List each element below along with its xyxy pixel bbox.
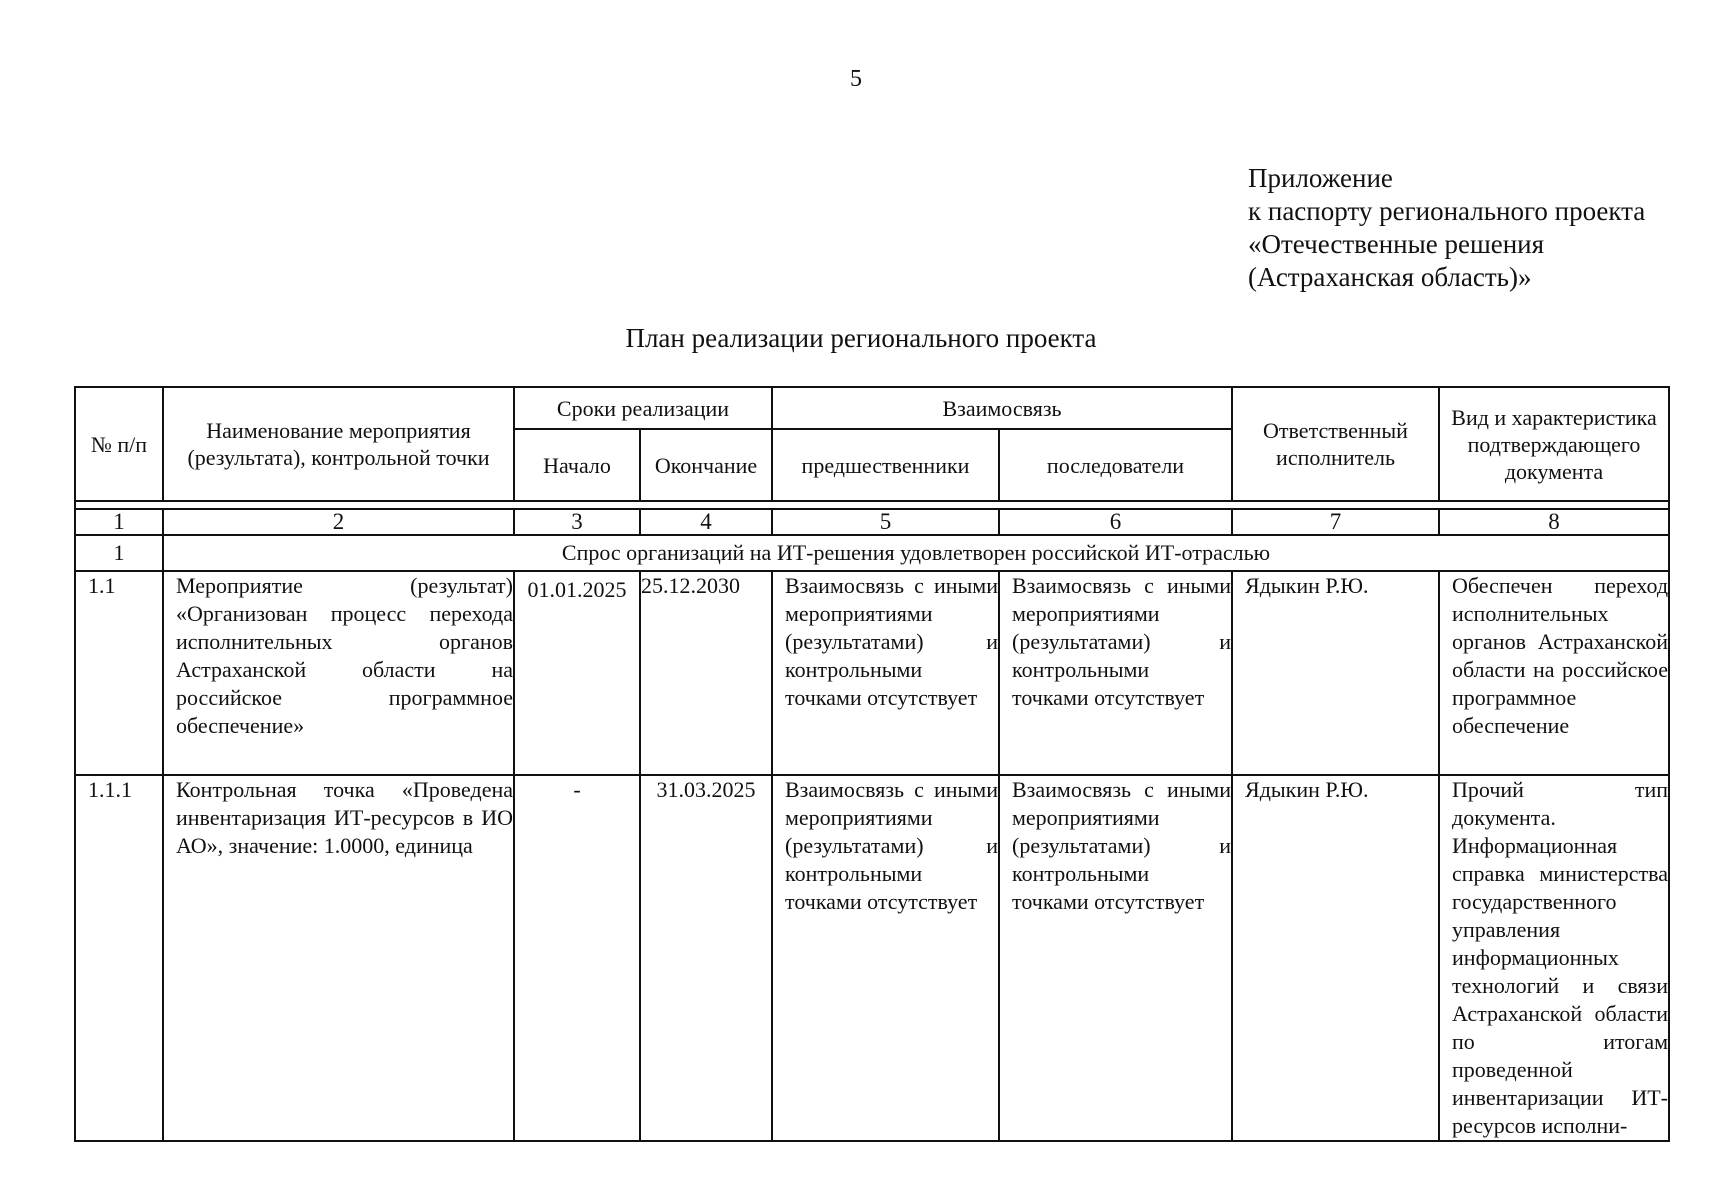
row-end: 31.03.2025 <box>640 775 772 1141</box>
table-row <box>75 571 1669 775</box>
header-relation: Взаимосвязь <box>772 387 1232 429</box>
appendix-line: к паспорту регионального проекта <box>1248 196 1646 226</box>
section-title: Спрос организаций на ИТ-решения удовлетворен российской ИТ-отраслью <box>163 535 1669 571</box>
row-predecessors: Взаимосвязь с иными мероприятиями (результатами) и контрольными точками отсутствует <box>772 775 999 1141</box>
plan-title: План реализации регионального проекта <box>625 323 1097 353</box>
appendix-line: (Астраханская область)» <box>1248 262 1532 292</box>
appendix-block <box>1248 162 1645 294</box>
appendix-line: «Отечественные решения <box>1248 229 1545 259</box>
row-start: 01.01.2025 <box>514 571 640 775</box>
section-num: 1 <box>75 535 163 571</box>
header-gap <box>75 501 1669 509</box>
row-responsible: Ядыкин Р.Ю. <box>1232 571 1439 775</box>
row-responsible: Ядыкин Р.Ю. <box>1232 775 1439 1141</box>
header-name: Наименование мероприятия (результата), контрольной точки <box>163 387 514 501</box>
row-num: 1.1.1 <box>75 775 163 1141</box>
row-name: Мероприятие (результат) «Организован процесс перехода исполнительных органов Астраханской области на российское программное обеспечение» <box>163 571 514 775</box>
header-num: № п/п <box>75 387 163 501</box>
column-number: 4 <box>640 509 772 535</box>
row-document: Прочий тип документа. Информационная справка министерства государственного управления информационных технологий и связи Астраханской области по итогам проведенной инвентаризации ИТ-ресурсов исполни- <box>1439 775 1669 1141</box>
header-document: Вид и характеристика подтверждающего документа <box>1439 387 1669 501</box>
row-end: 25.12.2030 <box>640 571 772 775</box>
column-number: 2 <box>163 509 514 535</box>
page-number: 5 <box>850 66 862 92</box>
column-number: 8 <box>1439 509 1669 535</box>
header-successors: последователи <box>999 429 1232 501</box>
header-start: Начало <box>514 429 640 501</box>
row-start: - <box>514 775 640 1141</box>
column-number: 5 <box>772 509 999 535</box>
row-successors: Взаимосвязь с иными мероприятиями (результатами) и контрольными точками отсутствует <box>999 571 1232 775</box>
row-predecessors: Взаимосвязь с иными мероприятиями (результатами) и контрольными точками отсутствует <box>772 571 999 775</box>
row-document: Обеспечен переход исполнительных органов Астраханской области на российское программное обеспечение <box>1439 571 1669 775</box>
column-number: 6 <box>999 509 1232 535</box>
column-number: 3 <box>514 509 640 535</box>
header-terms: Сроки реализации <box>514 387 772 429</box>
row-num: 1.1 <box>75 571 163 775</box>
appendix-line: Приложение <box>1248 163 1393 193</box>
row-name: Контрольная точка «Проведена инвентаризация ИТ-ресурсов в ИО АО», значение: 1.0000, единица <box>163 775 514 1141</box>
column-number: 1 <box>75 509 163 535</box>
header-responsible: Ответственный исполнитель <box>1232 387 1439 501</box>
table-row <box>75 775 1669 1141</box>
plan-table <box>74 386 1670 1142</box>
column-number: 7 <box>1232 509 1439 535</box>
row-successors: Взаимосвязь с иными мероприятиями (результатами) и контрольными точками отсутствует <box>999 775 1232 1141</box>
header-end: Окончание <box>640 429 772 501</box>
header-predecessors: предшественники <box>772 429 999 501</box>
